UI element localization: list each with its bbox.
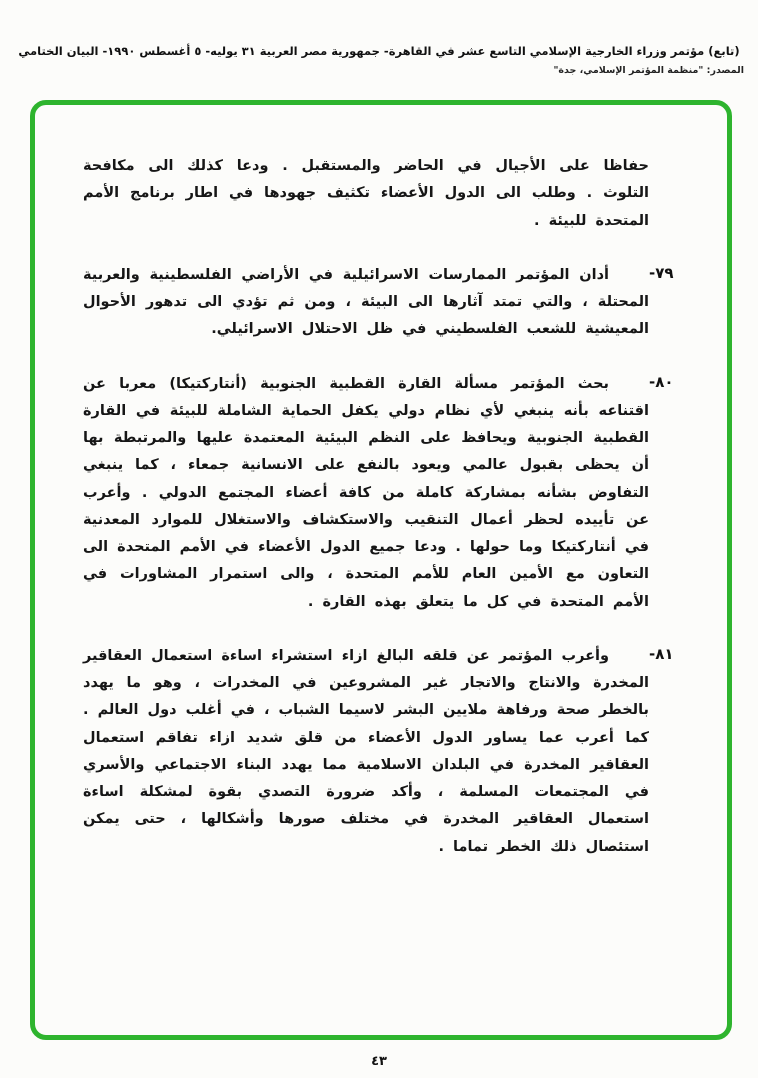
paragraph-number: -٧٩ xyxy=(649,263,674,282)
paragraph-80 xyxy=(83,371,703,616)
paragraph-79 xyxy=(83,262,703,344)
document-frame xyxy=(30,100,732,1040)
paragraph-text: بحث المؤتمر مسألة القارة القطبية الجنوبية (أنتاركتيكا) معربا عن اقتناعه بأنه ينبغي لأي نظام دولي يكفل الحماية الشاملة للبيئة في القارة القطبية الجنوبية ويحافظ على النظم البيئية المعتمدة عليها والمرتبطة بها أن يحظى بقبول عالمي ويعود بالنفع على الانسانية جمعاء ، كما ينبغي التفاوض بشأنه بمشاركة كاملة من كافة أعضاء المجتمع الدولي . وأعرب عن تأييده لحظر أعمال التنقيب والاستكشاف والاستغلال للموارد المعدنية في أنتاركتيكا وما حولها . ودعا جميع الدول الأعضاء في الأمم المتحدة الى التعاون مع الأمين العام للأمم المتحدة ، والى استمرار المشاورات في الأمم المتحدة في كل ما يتعلق بهذه القارة . xyxy=(83,375,649,610)
paragraph-number: -٨١ xyxy=(649,644,674,663)
paragraph-81 xyxy=(83,643,703,861)
paragraph-text: وأعرب المؤتمر عن قلقه البالغ ازاء استشراء اساءة استعمال العقاقير المخدرة والانتاج والاتجار غير المشروعين في المخدرات ، وهو ما يهدد بالخطر صحة ورفاهة ملايين البشر لاسيما الشباب ، في أغلب دول العالم . كما أعرب عما يساور الدول الأعضاء من قلق شديد ازاء تفاقم استعمال العقاقير المخدرة في البلدان الاسلامية مما يهدد البناء الاجتماعي والأسري في المجتمعات المسلمة ، وأكد ضرورة التصدي بقوة لمشكلة اساءة استعمال العقاقير المخدرة في مختلف صورها وأشكالها ، حتى يمكن استئصال ذلك الخطر تماما . xyxy=(83,647,649,855)
document-source-line: المصدر: "منظمة المؤتمر الإسلامي، جدة" xyxy=(553,65,744,76)
paragraph-number: -٨٠ xyxy=(649,372,674,391)
paragraph-text: حفاظا على الأجيال في الحاضر والمستقبل . ودعا كذلك الى مكافحة التلوث . وطلب الى الدول الأعضاء تكثيف جهودها في اطار برنامج الأمم المتحدة للبيئة . xyxy=(83,158,649,229)
paragraph-number xyxy=(649,153,703,235)
paragraph-continuation xyxy=(83,153,703,235)
document-body xyxy=(83,153,703,1019)
paragraph-text: أدان المؤتمر الممارسات الاسرائيلية في الأراضي الفلسطينية والعربية المحتلة ، والتي تمتد آثارها الى البيئة ، ومن ثم تؤدي الى تدهور الأحوال المعيشية للشعب الفلسطيني في ظل الاحتلال الاسرائيلي. xyxy=(83,266,649,338)
page-number: ٤٣ xyxy=(371,1054,387,1069)
document-header-title: (تابع) مؤتمر وزراء الخارجية الإسلامي التاسع عشر في القاهرة- جمهورية مصر العربية ٣١ يوليه- ٥ أغسطس ١٩٩٠- البيان الختامي xyxy=(18,44,740,58)
